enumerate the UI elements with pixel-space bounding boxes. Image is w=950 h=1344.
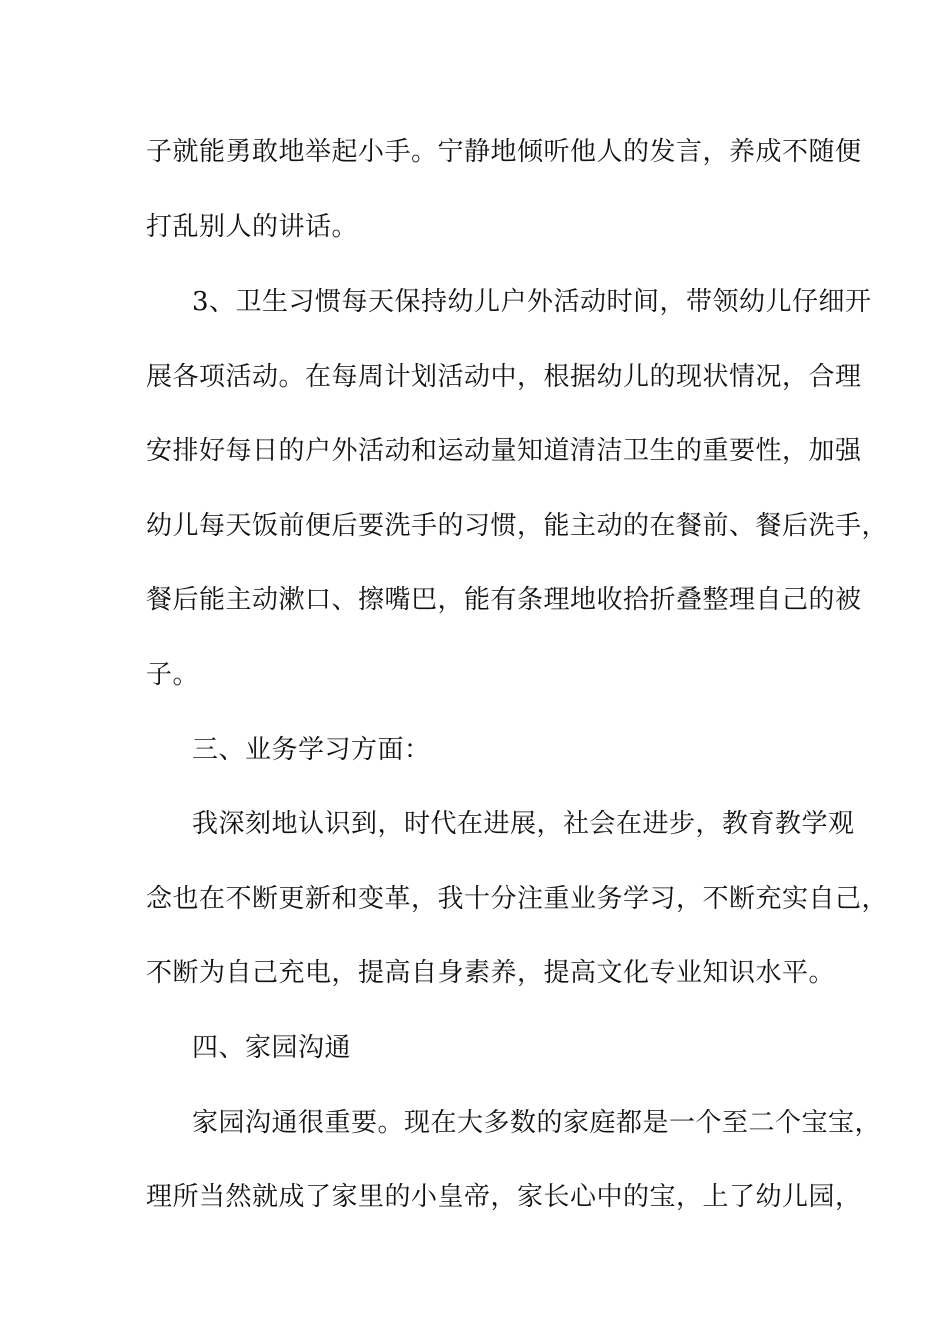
paragraph-line: 餐后能主动漱口、擦嘴巴，能有条理地收拾折叠整理自己的被 [146,585,862,615]
paragraph-line: 念也在不断更新和变革，我十分注重业务学习，不断充实自己， [146,884,889,914]
paragraph-line: 不断为自己充电，提高自身素养，提高文化专业知识水平。 [146,958,836,988]
paragraph-line: 安排好每日的户外活动和运动量知道清洁卫生的重要性，加强 [146,436,862,466]
paragraph-line: 子。 [146,660,200,690]
paragraph-line: 我深刻地认识到，时代在进展，社会在进步，教育教学观 [192,809,855,839]
section-heading: 三、业务学习方面： [192,735,431,765]
paragraph-line: 打乱别人的讲话。 [146,212,359,242]
paragraph-line: 幼儿每天饭前便后要洗手的习惯，能主动的在餐前、餐后洗手， [146,511,889,541]
paragraph-line: 理所当然就成了家里的小皇帝，家长心中的宝，上了幼儿园， [146,1182,862,1212]
paragraph-line: 展各项活动。在每周计划活动中，根据幼儿的现状情况，合理 [146,362,862,392]
section-heading: 四、家园沟通 [192,1033,352,1063]
paragraph-line: 家园沟通很重要。现在大多数的家庭都是一个至二个宝宝， [192,1108,882,1138]
paragraph-line: 子就能勇敢地举起小手。宁静地倾听他人的发言，养成不随便 [146,137,862,167]
paragraph-line: 3、卫生习惯每天保持幼儿户外活动时间，带领幼儿仔细开 [192,287,872,317]
